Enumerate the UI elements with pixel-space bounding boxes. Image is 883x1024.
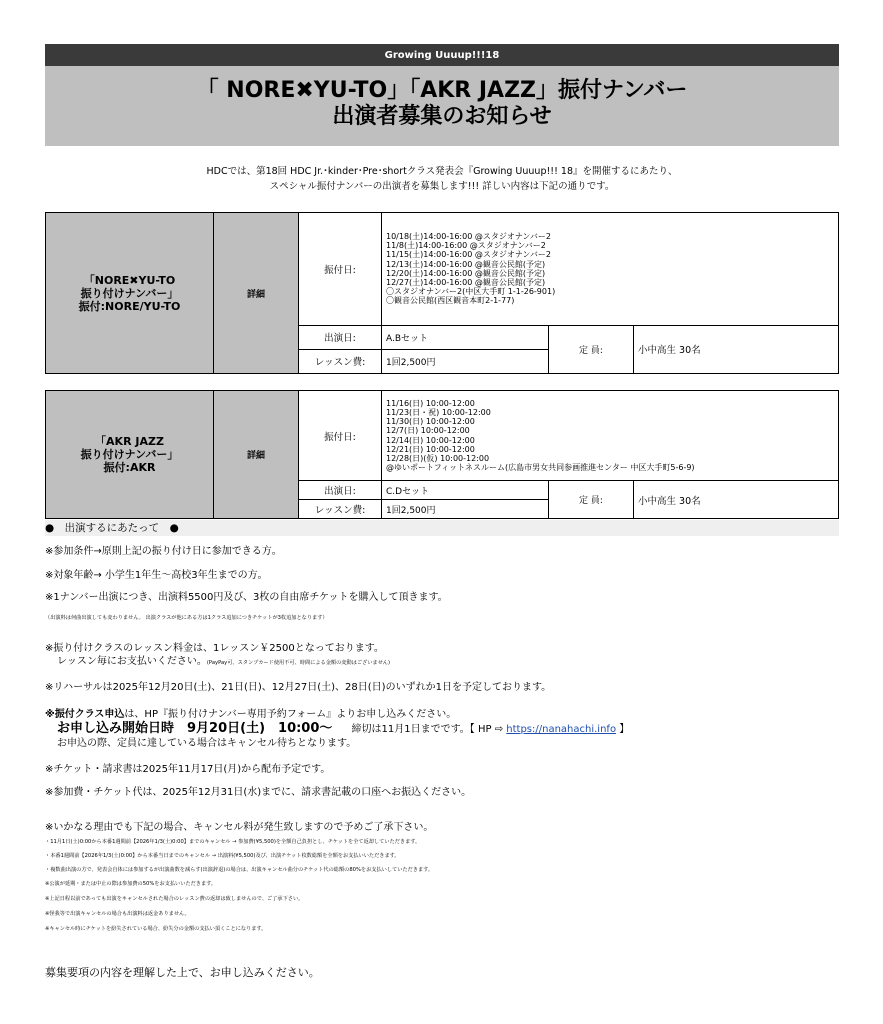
section-name: 「NORE✖YU-TO 振り付けナンバー」 振付:NORE/YU-TO [46,213,214,374]
title-box [45,66,839,146]
cancel-rule: ※公演が延期・または中止の際は参加費の50%をお支払いいただきます。 [45,881,217,887]
schedule-label: 振付日: [299,213,382,326]
section-name: 「AKR JAZZ 振り付けナンバー」 振付:AKR [46,391,214,519]
note-application-rest: は、HP『振り付けナンバー専用予約フォーム』よりお申し込みください。 [124,709,457,720]
cancel-rule: ※怪我等で出演キャンセルの場合も出演料は返金ありません。 [45,911,190,917]
cancel-rule: ※キャンセル時にチケットを紛失されている場合、紛失分の金額の支払い頂くことになります。 [45,926,267,932]
capacity-value: 小中高生 30名 [634,481,839,519]
schedule-item: 10/18(土)14:00-16:00 @スタジオナンバー2 [386,232,551,242]
note-rehearsal: ※リハーサルは2025年12月20日(土)、21日(日)、12月27日(土)、28日(日)のいずれか1日を予定しております。 [45,682,552,693]
detail-label: 詳細 [214,213,299,374]
capacity-label: 定 員: [549,481,634,519]
schedule-item: @ゆいポートフィットネスルーム(広島市男女共同参画推進センター 中区大手町5-6-9) [386,463,695,473]
title-line-1: 「 NORE✖YU-TO」「AKR JAZZ」振付ナンバー [196,78,688,103]
note-fee-sub: （出演料は何曲出演しても変わりません。 出演クラスが他にある方は1クラス追加につきチケットが3枚追加となります） [45,615,328,621]
schedule-item: 11/16(日) 10:00-12:00 [386,398,475,408]
schedule-item: 12/21(日) 10:00-12:00 [386,444,475,454]
note-fee: ※1ナンバー出演につき、出演料5500円及び、3枚の自由席チケットを購入して頂きます。 [45,592,448,603]
schedule-label: 振付日: [299,391,382,481]
note-age: ※対象年齢→ 小学生1年生～高校3年生までの方。 [45,570,268,581]
event-banner [45,44,839,66]
schedule-item: 12/20(土)14:00-16:00 @観音公民館(予定) [386,268,546,278]
fee-value: 1回2,500円 [382,500,549,519]
application-deadline: 締切は11月1日までです。【 HP ⇨ [351,724,507,735]
schedule-item: 〇観音公民館(西区観音本町2-1-77) [386,296,515,306]
performance-value: C.Dセット [382,481,549,500]
schedule-item: 11/8(土)14:00-16:00 @スタジオナンバー2 [386,241,546,251]
note-lesson-fee: ※振り付けクラスのレッスン料金は、1レッスン￥2500となっております。 [45,643,384,654]
title-line-2: 出演者募集のお知らせ [332,104,552,129]
note-eligibility: ※参加条件→原則上記の振り付け日に参加できる方。 [45,546,282,557]
notes-heading [45,520,839,536]
schedule-list [382,391,839,481]
intro-text [45,164,839,194]
event-name: Growing Uuuup!!!18 [384,49,500,61]
application-deadline-end: 】 [616,724,630,735]
schedule-item: 12/13(土)14:00-16:00 @観音公民館(予定) [386,259,546,269]
schedule-list [382,213,839,326]
performance-value: A.Bセット [382,325,549,349]
cancel-rule: ・複数曲出演の方で、発表会自体には参加するが出演曲数を減らす(出演辞退)の場合は、出演キャンセル曲分のチケット代の総額の80%をお支払いしていただきます。 [45,867,434,873]
performance-label: 出演日: [299,481,382,500]
cancel-rule: ・11月1日(土)0:00から本番1週間前【2026年1/3(土)0:00】までのキャンセル → 参加費(¥5,500)を全額自己負担とし、チケットを全て返却していただきます。 [45,839,421,845]
note-application-bold: ※振付クラス申込 [45,709,125,720]
cancel-rule: ※上記日程以前であっても出演をキャンセルされた場合のレッスン費の返却は致しませんので、ご了承下さい。 [45,896,304,902]
intro-line-1: HDCでは、第18回 HDC Jr.･kinder･Pre･shortクラス発表会『Growing Uuuup!!! 18』を開催するにあたり、 [206,166,678,177]
note-payment-deadline: ※参加費・チケット代は、2025年12月31日(水)までに、請求書記載の口座へお振込ください。 [45,787,472,798]
cancel-rule: ・本番1週間前【2026年1/3(土)0:00】から本番当日までのキャンセル → 出演料(¥5,500)及び、出演チケット枚数総額を全額をお支払いいただきます。 [45,853,400,859]
schedule-item: 11/30(日) 10:00-12:00 [386,417,475,427]
notes-heading-text: ● 出演するにあたって ● [45,522,179,534]
schedule-item: 11/23(日・祝) 10:00-12:00 [386,407,491,417]
capacity-label: 定 員: [549,325,634,373]
note-cancellation-heading: ※いかなる理由でも下記の場合、キャンセル料が発生致しますので予めご了承下さい。 [45,822,434,833]
capacity-value: 小中高生 30名 [634,325,839,373]
intro-line-2: スペシャル振付ナンバーの出演者を募集します!!! 詳しい内容は下記の通りです。 [269,181,615,192]
fee-label: レッスン費: [299,349,382,373]
detail-label: 詳細 [214,391,299,519]
schedule-item: 12/28(日)(仮) 10:00-12:00 [386,453,490,463]
schedule-item: 12/27(土)14:00-16:00 @観音公民館(予定) [386,278,546,288]
note-ticket-distribution: ※チケット・請求書は2025年11月17日(月)から配布予定です。 [45,764,331,775]
note-lesson-pay-text: レッスン毎にお支払いください。 [57,656,207,667]
note-lesson-pay [57,652,390,667]
homepage-link[interactable]: https://nanahachi.info [506,724,617,735]
performance-label: 出演日: [299,325,382,349]
schedule-item: 11/15(土)14:00-16:00 @スタジオナンバー2 [386,250,551,260]
application-start-datetime: お申し込み開始日時 9月20日(土) 10:00～ [57,721,333,736]
note-waitlist: お申込の際、定員に達している場合はキャンセル待ちとなります。 [57,738,357,749]
final-note: 募集要項の内容を理解した上で、お申し込みください。 [45,966,320,979]
schedule-item: 〇スタジオナンバー2(中区大手町 1-1-26-901) [386,287,556,297]
schedule-item: 12/7(日) 10:00-12:00 [386,426,470,436]
number-section-nore [45,212,839,374]
fee-label: レッスン費: [299,500,382,519]
fee-value: 1回2,500円 [382,349,549,373]
note-lesson-pay-small: (PayPay可、スタンプカード使用不可、時間による金額の変動はございません) [206,660,391,666]
schedule-item: 12/14(日) 10:00-12:00 [386,435,475,445]
number-section-akr [45,390,839,519]
